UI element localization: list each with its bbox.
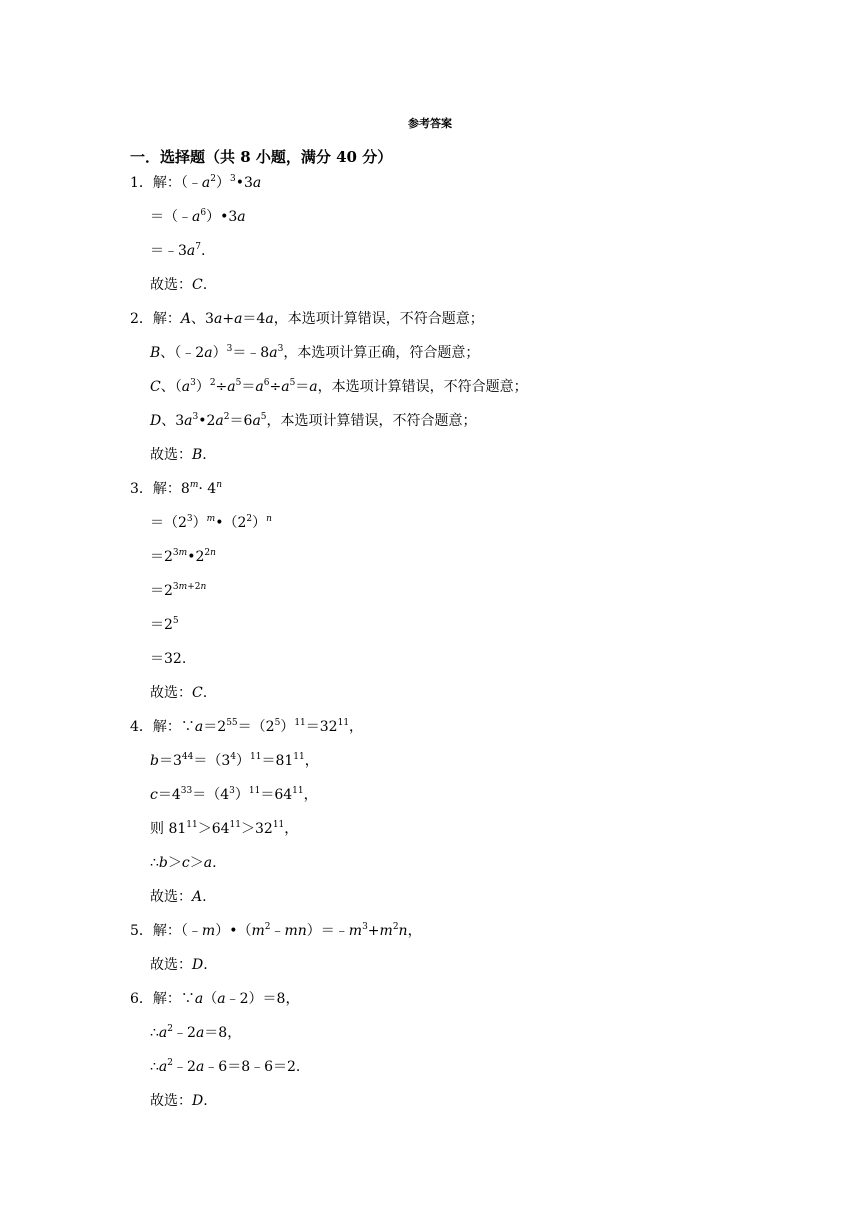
solution-line-q1-l2: $=(﹣a^6)•3a$: [150, 208, 246, 225]
solution-line-q3-l4: $=2^{3m+2n}$: [150, 582, 207, 599]
solution-line-q3-l5: $=2^5$: [150, 616, 179, 633]
solution-line-q5-l1: 5．解：$(﹣m)•(m^2﹣mn)=﹣m^3+m^2n$，: [130, 922, 422, 939]
solution-line-q2-l4: D、$3a^3•2a^2=6a^5$，本选项计算错误，不符合题意；: [150, 412, 477, 429]
solution-line-q6-l1: 6．解：∵a（a﹣2）＝8，: [130, 991, 300, 1007]
solution-line-q3-l2: $=(2^3)^m•(2^2)^n$: [150, 514, 272, 531]
solution-line-q3-ans: 故选：C.: [150, 685, 208, 701]
solution-line-q6-l3: $\therefore a^2﹣2a﹣6=8﹣6=2$.: [150, 1058, 301, 1075]
solution-line-q1-l3: $=﹣3a^7$.: [150, 242, 206, 259]
solution-line-q1-l1: 1．解：$(﹣a^2)^3•3a$: [130, 174, 262, 191]
solution-line-q4-l4: 则 $81^{11}>64^{11}>32^{11}$，: [150, 820, 299, 837]
solution-line-q3-l1: 3．解：$8^m\cdot 4^n$: [130, 480, 222, 497]
solution-line-q2-l2: B、$(﹣2a)^3=﹣8a^3$，本选项计算正确，符合题意；: [150, 344, 480, 361]
solution-line-q4-l2: $b=3^{44}=(3^4)^{11}=81^{11}$，: [150, 752, 319, 769]
solution-line-q6-ans: 故选：D.: [150, 1093, 208, 1109]
solution-line-q4-l3: $c=4^{33}=(4^3)^{11}=64^{11}$，: [150, 786, 318, 803]
solution-line-q2-ans: 故选：B.: [150, 447, 207, 463]
solution-line-q4-ans: 故选：A.: [150, 889, 207, 905]
solution-line-q1-ans: 故选：C.: [150, 277, 208, 293]
section-heading: 一．选择题（共 8 小题，满分 40 分）: [130, 148, 393, 166]
solution-line-q4-l5: ∴b＞c＞a.: [150, 855, 217, 871]
solution-line-q6-l2: $\therefore a^2﹣2a=8$，: [150, 1024, 242, 1041]
solution-line-q2-l1: 2．解：A、3a+a＝4a，本选项计算错误，不符合题意；: [130, 311, 484, 327]
solution-line-q2-l3: C、$(a^3)^2\div a^5=a^6\div a^5=a$，本选项计算错误，不符合题意；: [150, 378, 528, 395]
solution-line-q5-ans: 故选：D.: [150, 957, 208, 973]
solution-line-q3-l6: ＝32.: [150, 651, 187, 667]
solution-line-q3-l3: $=2^{3m}•2^{2n}$: [150, 548, 216, 565]
page-title: 参考答案: [408, 117, 452, 130]
solution-line-q4-l1: 4．解：$\because a=2^{55}=(2^5)^{11}=32^{11}$，: [130, 718, 364, 735]
